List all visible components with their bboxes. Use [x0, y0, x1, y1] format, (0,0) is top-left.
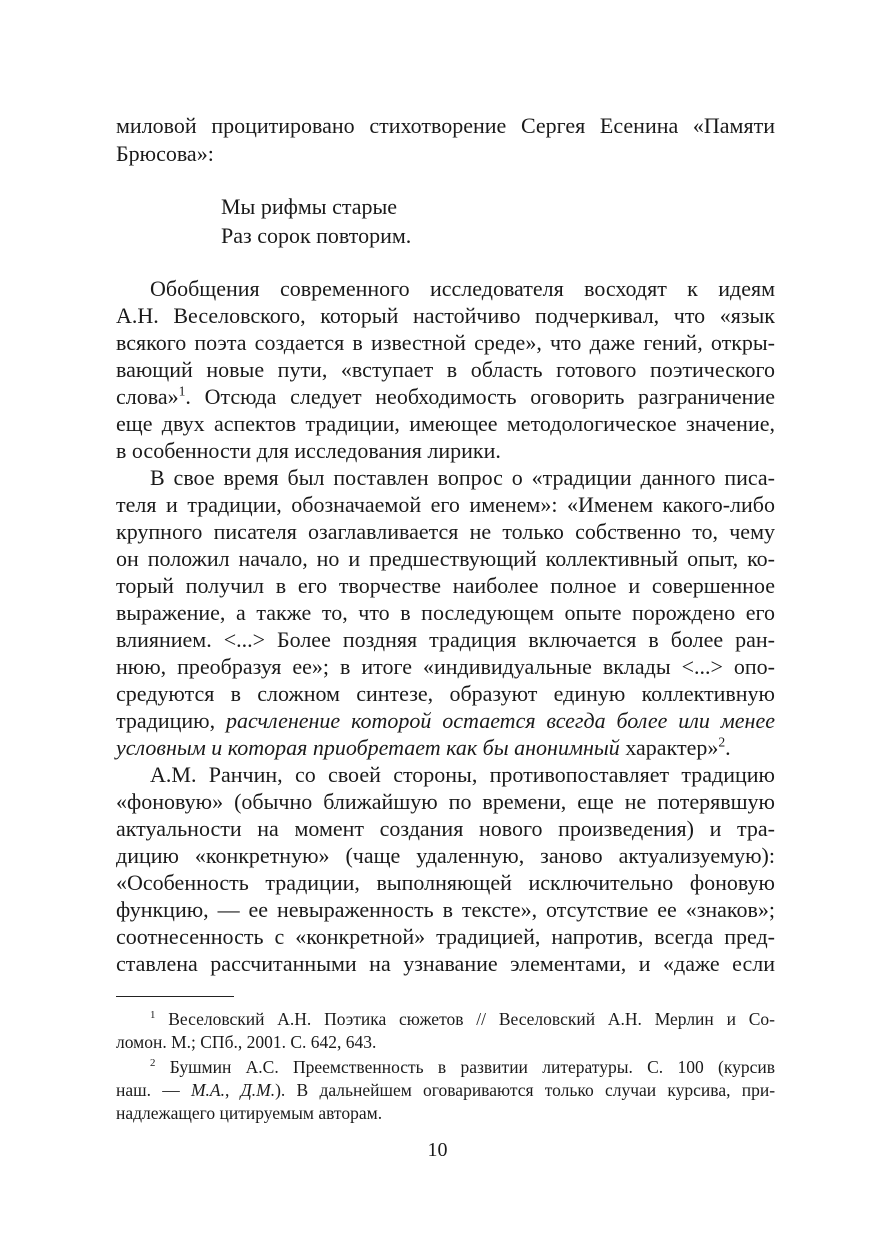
text-segment: в особенности для исследования лирики.	[116, 438, 501, 463]
body-line	[116, 842, 775, 869]
text-segment: миловой процитировано стихотворение Сергея Есенина «Памяти	[116, 113, 775, 138]
footnote-ref: 1	[178, 383, 186, 399]
italic-text: условным и которая приобретает как бы анонимный	[116, 735, 620, 760]
footnote-ref: 2	[150, 1057, 156, 1070]
text-segment: актуальности на момент создания нового произведения) и тра-	[116, 816, 775, 841]
footnote-divider	[116, 996, 234, 997]
text-segment: ,	[225, 1080, 241, 1100]
body-line	[116, 518, 775, 545]
body-line	[116, 653, 775, 680]
text-segment: . Отсюда следует необходимость оговорить разграничение	[185, 384, 775, 409]
body-line	[116, 869, 775, 896]
text-segment: он положил начало, но и предшествующий коллективный опыт, ко-	[116, 546, 775, 571]
text-segment: соотнесенность с «конкретной» традицией, напротив, всегда пред-	[116, 924, 775, 949]
body-line	[116, 626, 775, 653]
body-line	[116, 923, 775, 950]
text-segment: функцию, — ее невыраженность в тексте», отсутствие ее «знаков»;	[116, 897, 775, 922]
body-line	[150, 464, 775, 491]
footnote-line	[150, 1056, 775, 1079]
footnote-ref: 1	[150, 1009, 156, 1022]
text-segment: «Особенность традиции, выполняющей исключительно фоновую	[116, 870, 775, 895]
text-segment: Бушмин А.С. Преемственность в развитии литературы. С. 100 (курсив	[155, 1057, 775, 1077]
body-line	[116, 680, 775, 707]
italic-text: М.А.	[190, 1080, 225, 1100]
text-segment: ставлена рассчитанными на узнавание элементами, и «даже если	[116, 951, 775, 976]
text-segment: «фоновую» (обычно ближайшую по времени, еще не потерявшую	[116, 789, 775, 814]
text-segment: Веселовский А.Н. Поэтика сюжетов // Веселовский А.Н. Мерлин и Со-	[155, 1009, 775, 1029]
body-line	[116, 950, 775, 977]
footnote-line	[116, 1079, 775, 1102]
text-segment: влиянием. <...> Более поздняя традиция включается в более ран-	[116, 627, 775, 652]
body-line	[116, 545, 775, 572]
italic-text: Д.М.	[240, 1080, 276, 1100]
text-segment: всякого поэта создается в известной среде», что даже гений, откры-	[116, 330, 775, 355]
verse-line: Мы рифмы старые	[221, 194, 398, 219]
text-segment: А.М. Ранчин, со своей стороны, противопоставляет традицию	[150, 762, 775, 787]
text-segment: слова»	[116, 384, 179, 409]
body-line	[150, 275, 775, 302]
text-segment: ). В дальнейшем оговариваются только случаи курсива, при-	[275, 1080, 776, 1100]
text-segment: Брюсова»:	[116, 141, 214, 166]
text-segment: ломон. М.; СПб., 2001. С. 642, 643.	[116, 1032, 377, 1052]
body-line	[116, 707, 775, 734]
body-line	[116, 896, 775, 923]
text-segment: В свое время был поставлен вопрос о «традиции данного писа-	[150, 465, 775, 490]
text-segment: вающий новые пути, «вступает в область готового поэтического	[116, 357, 775, 382]
footnote-ref: 2	[718, 734, 726, 750]
body-line	[116, 734, 775, 761]
body-line	[116, 410, 775, 437]
footnote-line	[116, 1102, 775, 1125]
body-line	[116, 112, 775, 139]
text-segment: характер»	[619, 735, 719, 760]
body-line	[116, 383, 775, 410]
text-segment: .	[725, 735, 731, 760]
body-line	[116, 491, 775, 518]
footnote-line	[116, 1031, 775, 1054]
text-segment: наш. —	[116, 1080, 191, 1100]
text-segment: Обобщения современного исследователя восходят к идеям	[150, 276, 775, 301]
body-line	[116, 599, 775, 626]
text-segment: А.Н. Веселовского, который настойчиво подчеркивал, что «язык	[116, 303, 775, 328]
body-line	[150, 761, 775, 788]
footnote-line	[150, 1008, 775, 1031]
page-number: 10	[427, 1139, 448, 1161]
text-segment: надлежащего цитируемым авторам.	[116, 1103, 383, 1123]
body-line	[116, 356, 775, 383]
body-line	[116, 140, 775, 167]
text-segment: традицию,	[116, 708, 226, 733]
body-line	[116, 815, 775, 842]
body-line	[116, 329, 775, 356]
text-segment: выражение, а также то, что в последующем опыте порождено его	[116, 600, 775, 625]
body-line	[116, 572, 775, 599]
text-segment: торый получил в его творчестве наиболее полное и совершенное	[116, 573, 775, 598]
verse-line: Раз сорок повторим.	[221, 223, 412, 248]
text-segment: крупного писателя озаглавливается не только собственно то, чему	[116, 519, 775, 544]
body-line	[116, 788, 775, 815]
text-segment: еще двух аспектов традиции, имеющее методологическое значение,	[116, 411, 775, 436]
text-segment: дицию «конкретную» (чаще удаленную, заново актуализуемую):	[116, 843, 775, 868]
text-segment: теля и традиции, обозначаемой его именем»: «Именем какого-либо	[116, 492, 775, 517]
text-segment: средуются в сложном синтезе, образуют единую коллективную	[116, 681, 775, 706]
text-segment: нюю, преобразуя ее»; в итоге «индивидуальные вклады <...> опо-	[116, 654, 775, 679]
italic-text: расчленение которой остается всегда более или менее	[225, 708, 775, 733]
body-line	[116, 302, 775, 329]
body-line	[116, 437, 775, 464]
